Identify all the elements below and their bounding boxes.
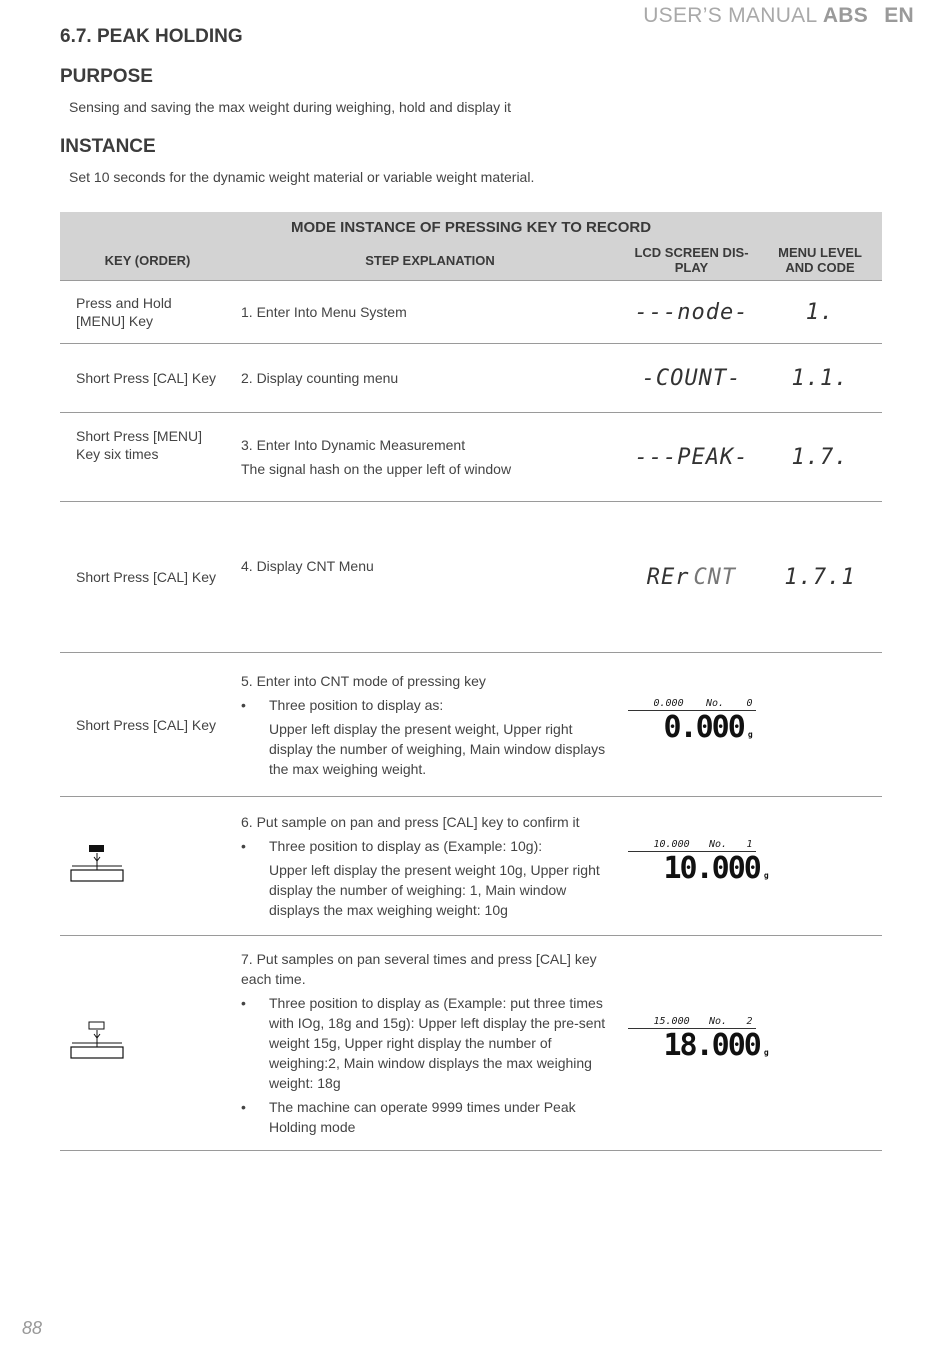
key-cell: Short Press [CAL] Key	[60, 344, 235, 413]
page-number: 88	[22, 1318, 43, 1338]
purpose-heading: PURPOSE	[60, 66, 153, 87]
step-cell: 7. Put samples on pan several times and press [CAL] key each time. • Three position to display as (Example: put three times with IOg, 18g and 15g): Upper left display the pre-sent weight 15g, Upper right display the number of weighing:2, Main window displays the max weighing weight: 18g • The machine can operate 9999 times under Peak Holding mode	[235, 936, 625, 1151]
menu-level: 1.7.	[758, 413, 882, 502]
step-cell: 3. Enter Into Dynamic Measurement The signal hash on the upper left of window	[235, 413, 625, 502]
step-cell: 5. Enter into CNT mode of pressing key • Three position to display as: Upper left display the present weight, Upper right display the number of weighing, Main window displays the max weighing weight.	[235, 653, 625, 797]
menu-level: 1.	[758, 281, 882, 344]
header-language: EN	[884, 4, 914, 27]
instance-text: Set 10 seconds for the dynamic weight material or variable weight material.	[69, 169, 535, 185]
step-cell: 6. Put sample on pan and press [CAL] key to confirm it • Three position to display as (Example: 10g): Upper left display the present weight 10g, Upper right display the number of weighing: 1, Main window displays the max weighing weight: 10g	[235, 797, 625, 936]
lcd-display: 10.000 No. 1 10.000 g	[625, 797, 758, 936]
lcd-display: -COUNT-	[625, 344, 758, 413]
lcd-display: REr CNT	[625, 502, 758, 653]
key-sequence-table	[60, 212, 882, 1151]
purpose-text: Sensing and saving the max weight during weighing, hold and display it	[69, 99, 512, 115]
lcd-display: ---node-	[625, 281, 758, 344]
table-row	[60, 344, 882, 413]
lcd-display: ---PEAK-	[625, 413, 758, 502]
manual-header	[643, 4, 914, 28]
menu-level: 1.7.1	[758, 502, 882, 653]
key-cell: Press and Hold [MENU] Key	[60, 281, 235, 344]
lcd-display: 15.000 No. 2 18.000 g	[625, 936, 758, 1151]
table-row	[60, 413, 882, 502]
table-row	[60, 502, 882, 653]
table-row	[60, 936, 882, 1151]
key-cell	[60, 936, 235, 1151]
table-caption: MODE INSTANCE OF PRESSING KEY TO RECORD	[60, 212, 882, 240]
column-header-key: KEY (ORDER)	[60, 240, 235, 281]
instance-heading: INSTANCE	[60, 136, 156, 157]
table-row	[60, 797, 882, 936]
lcd-display: 0.000 No. 0 0.000 g	[625, 653, 758, 797]
column-header-step: STEP EXPLANATION	[235, 240, 625, 281]
step-cell: 4. Display CNT Menu	[235, 502, 625, 653]
key-cell: Short Press [CAL] Key	[60, 502, 235, 653]
table-row	[60, 281, 882, 344]
key-cell: Short Press [CAL] Key	[60, 653, 235, 797]
pan-with-sample-icon	[70, 843, 126, 885]
step-cell: 2. Display counting menu	[235, 344, 625, 413]
header-model: ABS	[822, 4, 869, 27]
column-header-level: MENU LEVEL AND CODE	[758, 240, 882, 281]
column-header-lcd: LCD SCREEN DIS- PLAY	[625, 240, 758, 281]
menu-level: 1.1.	[758, 344, 882, 413]
table-row	[60, 653, 882, 797]
key-cell: Short Press [MENU] Key six times	[60, 413, 235, 502]
key-cell	[60, 797, 235, 936]
step-cell: 1. Enter Into Menu System	[235, 281, 625, 344]
header-title: USER’S MANUAL	[643, 4, 817, 27]
section-title: 6.7. PEAK HOLDING	[60, 26, 243, 47]
pan-with-samples-icon	[70, 1020, 126, 1062]
